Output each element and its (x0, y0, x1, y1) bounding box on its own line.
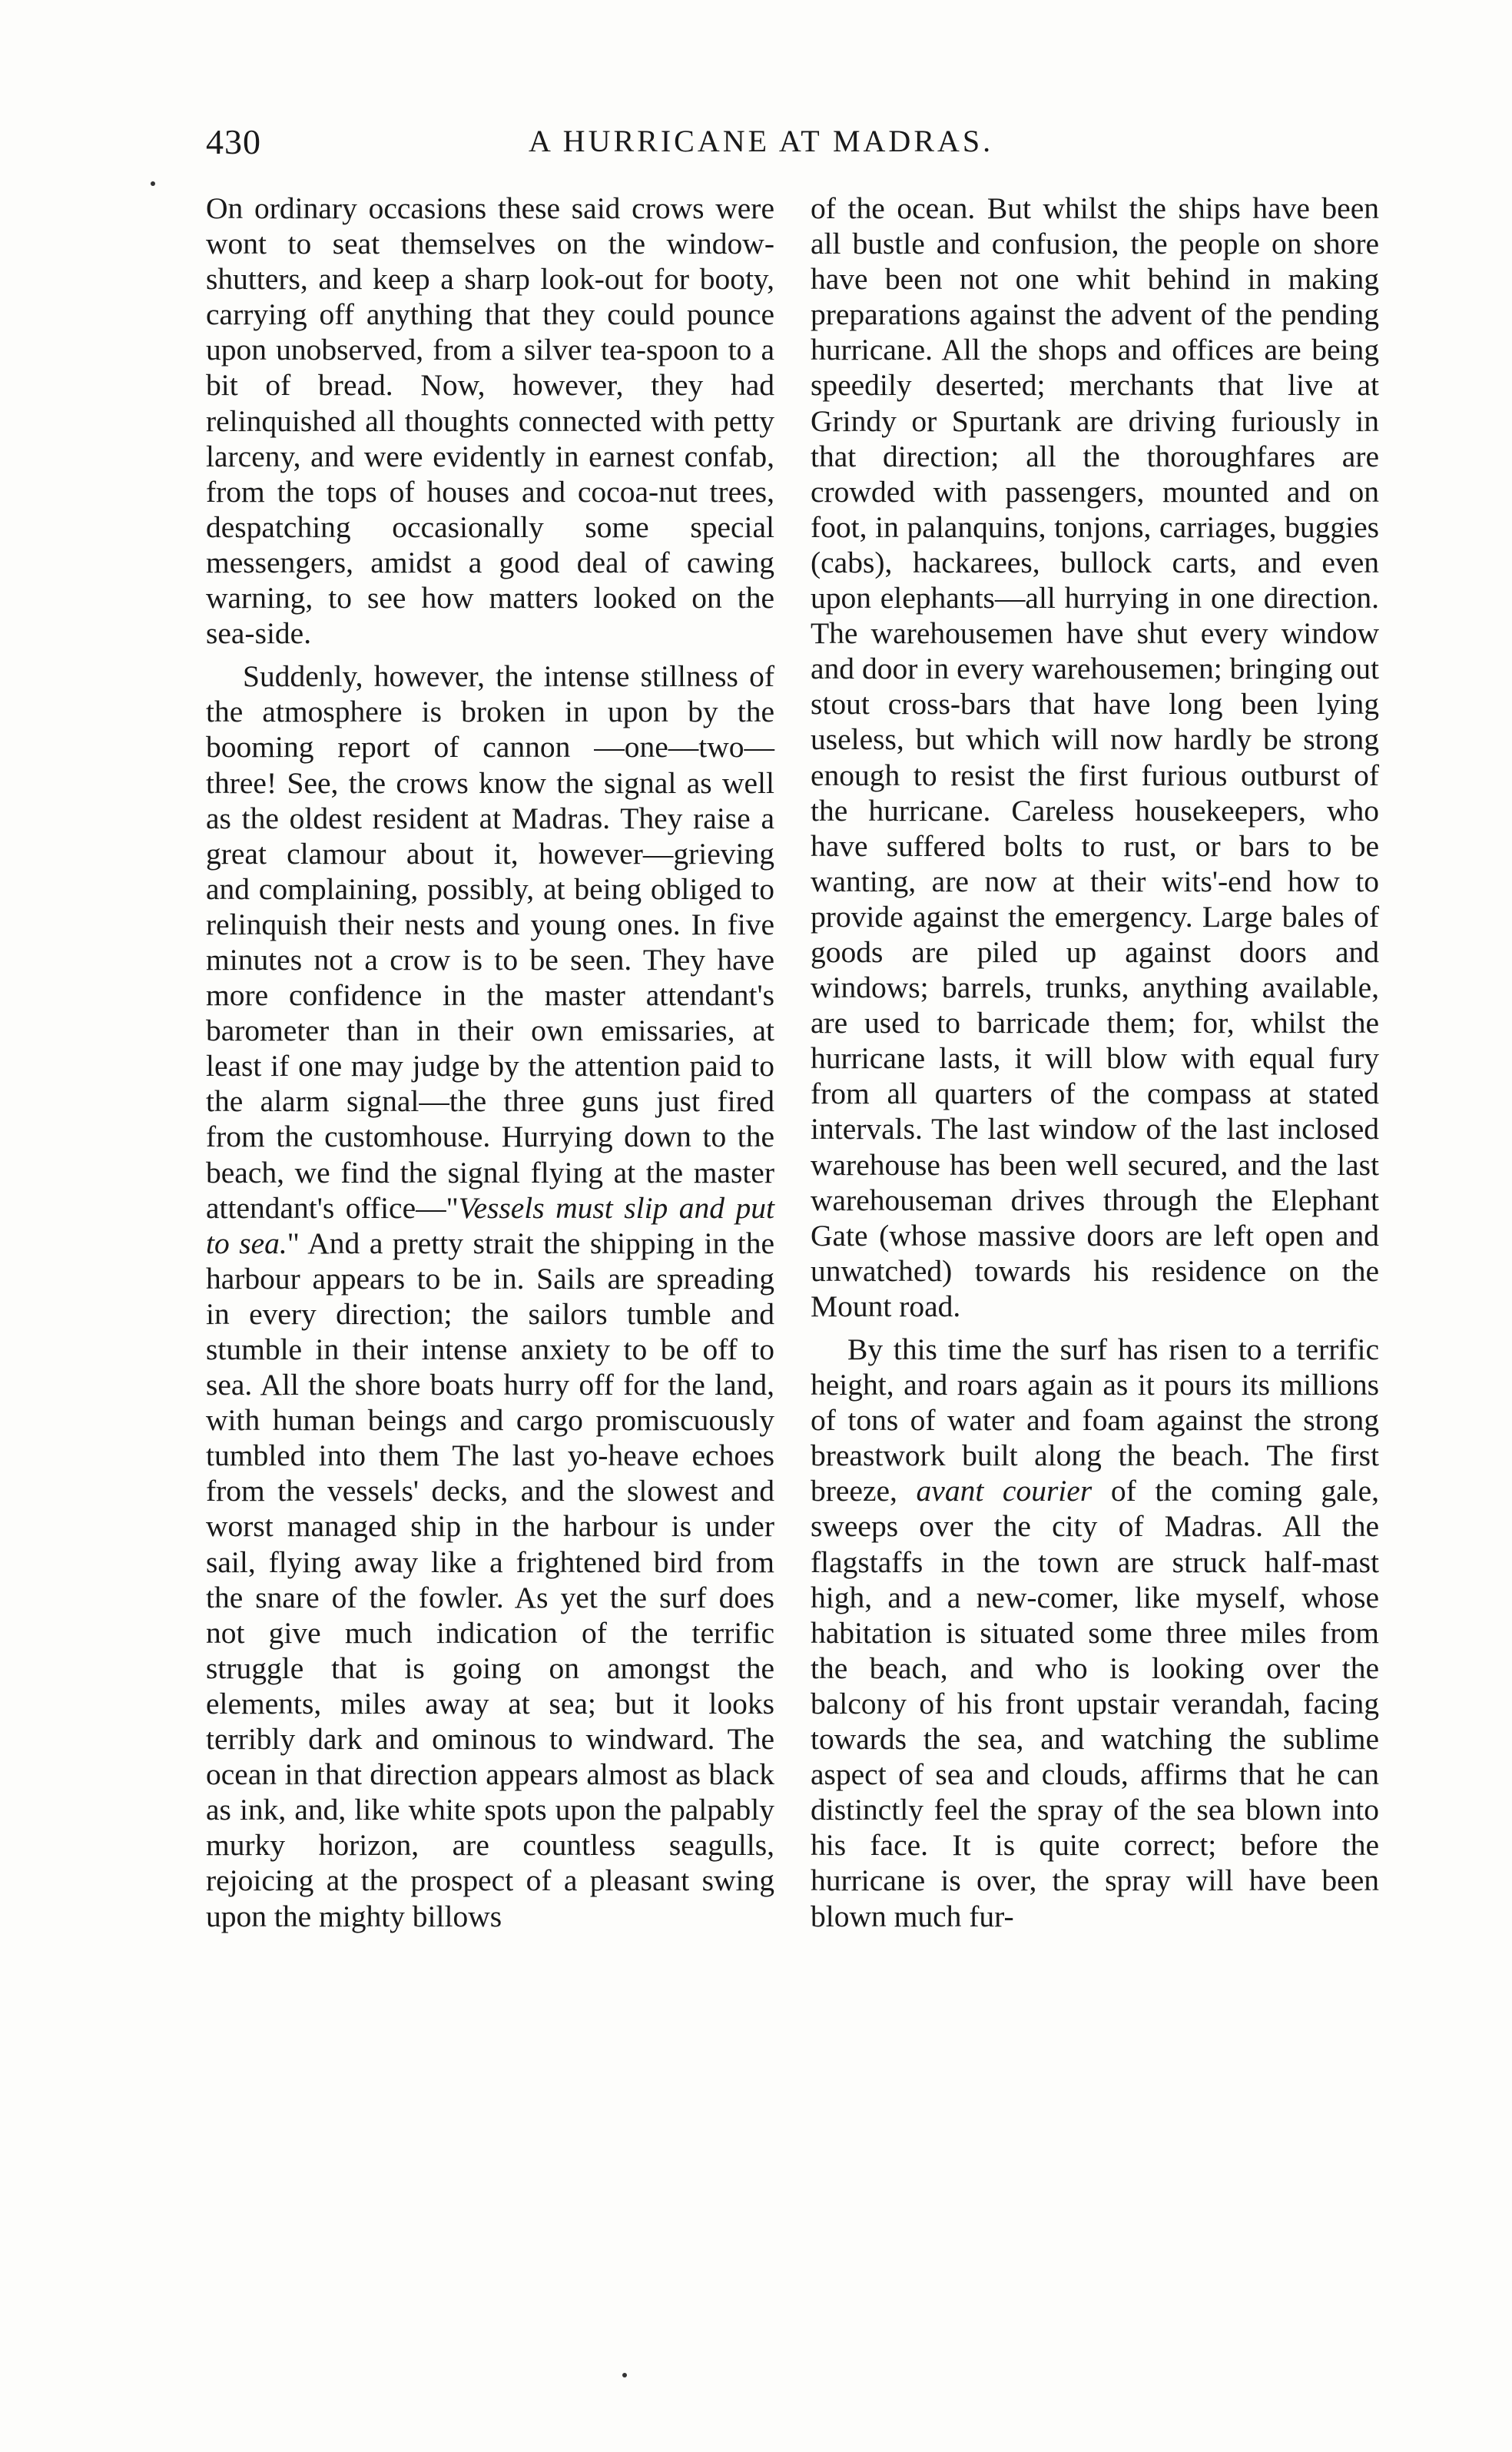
page-header (206, 121, 1389, 168)
right-column (811, 191, 1379, 1934)
italic-signal-text: Vessels must slip and put to sea. (206, 1190, 774, 1260)
running-title: A HURRICANE AT MADRAS. (529, 124, 994, 158)
left-column (206, 191, 774, 1934)
italic-phrase: avant courier (916, 1474, 1093, 1508)
paragraph (811, 1332, 1379, 1934)
paragraph (206, 659, 774, 1933)
paragraph-text: of the coming gale, sweeps over the city of Madras. All the flagstaffs in the town are struck half-mast high, and a new-comer, like myself, whose habitation is situated some three miles from the beach, and who is looking over the balcony of his front upstair verandah, facing towards the sea, and watching the sublime aspect of sea and clouds, affirms that he can distinctly feel the spray of the sea blown into his face. It is quite correct; before the hurricane is over, the spray will have been blown much fur- (811, 1474, 1379, 1933)
stray-ink-mark (151, 181, 155, 186)
paragraph: of the ocean. But whilst the ships have been all bustle and confusion, the people on shore have been not one whit behind in making preparations against the advent of the pending hurricane. All the shops and offices are being speedily deserted; merchants that live at Grindy or Spurtank are driving furiously in that direction; all the thoroughfares are crowded with passengers, mounted and on foot, in palanquins, tonjons, carriages, buggies (cabs), hackarees, bullock carts, and even upon elephants—all hurrying in one direction. The warehousemen have shut every window and door in every warehousemen; bringing out stout cross-bars that have long been lying useless, but which will now hardly be strong enough to resist the first furious outburst of the hurricane. Careless housekeepers, who have suffered bolts to rust, or bars to be wanting, are now at their wits'-end how to provide against the emergency. Large bales of goods are piled up against doors and windows; barrels, trunks, anything available, are used to barricade them; for, whilst the hurricane lasts, it will blow with equal fury from all quarters of the compass at stated intervals. The last window of the last inclosed warehouse has been well secured, and the last warehouseman drives through the Elephant Gate (whose massive doors are left open and unwatched) towards his residence on the Mount road. (811, 191, 1379, 1323)
page-number: 430 (206, 122, 261, 161)
paragraph: On ordinary occasions these said crows were wont to seat themselves on the window-shutters, and keep a sharp look-out for booty, carrying off anything that they could pounce upon unobserved, from a silver tea-spoon to a bit of bread. Now, however, they had relinquished all thoughts connected with petty larceny, and were evidently in earnest confab, from the tops of houses and cocoa-nut trees, despatching occasionally some special messengers, amidst a good deal of cawing warning, to see how matters looked on the sea-side. (206, 191, 774, 651)
stray-ink-mark (622, 2373, 627, 2377)
paragraph-text: By this time the surf has risen to a terrific height, and roars again as it pours its millions of tons of water and foam against the strong breastwork built along the beach. The first breeze, (811, 1332, 1379, 1508)
paragraph-text: Suddenly, however, the intense stillness of the atmosphere is broken in upon by the booming report of cannon —one—two—three! See, the crows know the signal as well as the oldest resident at Madras. They raise a great clamour about it, however—grieving and complaining, possibly, at being obliged to relinquish their nests and young ones. In five minutes not a crow is to be seen. They have more confidence in the master attendant's barometer than in their own emissaries, at least if one may judge by the attention paid to the alarm signal—the three guns just fired from the customhouse. Hurrying down to the beach, we find the signal flying at the master attendant's office—" (206, 659, 774, 1225)
paragraph-text: " And a pretty strait the shipping in the harbour appears to be in. Sails are spreading in every direction; the sailors tumble and stumble in their intense anxiety to be off to sea. All the shore boats hurry off for the land, with human beings and cargo promiscuously tumbled into them The last yo-heave echoes from the vessels' decks, and the slowest and worst managed ship in the harbour is under sail, flying away like a frightened bird from the snare of the fowler. As yet the surf does not give much indication of the terrific struggle that is going on amongst the elements, miles away at sea; but it looks terribly dark and ominous to windward. The ocean in that direction appears almost as black as ink, and, like white spots upon the palpably murky horizon, are countless seagulls, rejoicing at the prospect of a pleasant swing upon the mighty billows (206, 1226, 774, 1933)
